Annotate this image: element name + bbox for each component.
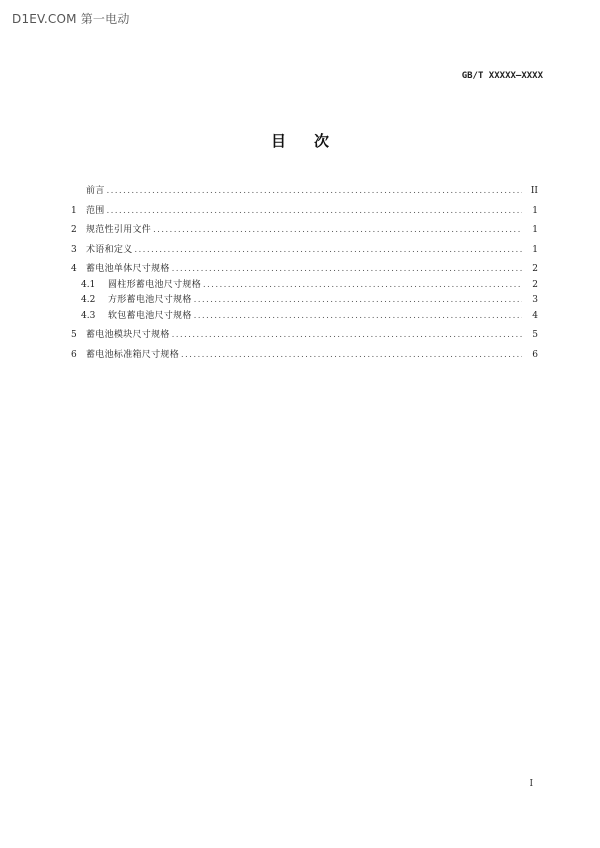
toc-entry-page: 4 (532, 310, 538, 321)
toc-entry-title: 规范性引用文件 (86, 225, 152, 235)
toc-entry-title: 术语和定义 (86, 244, 133, 255)
toc-title: 目次 (270, 132, 357, 150)
dot-leader (194, 308, 522, 324)
dot-leader (203, 277, 522, 293)
toc-entry-terms-definitions[interactable] (71, 240, 538, 260)
toc-entry-number: 4.1 (81, 279, 96, 290)
toc-entry-title: 前言 (86, 186, 105, 196)
dot-leader (107, 181, 522, 201)
toc-entry-page: 5 (532, 330, 538, 340)
toc-entry-number: 4.2 (81, 295, 96, 305)
toc-entry-module-dimensions[interactable] (71, 325, 538, 345)
toc-entry-number: 4 (71, 264, 77, 274)
dot-leader (135, 240, 522, 260)
dot-leader (107, 201, 522, 221)
watermark: D1EV.COM 第一电动 (12, 12, 130, 26)
toc-entry-page: 1 (532, 205, 538, 216)
toc-entry-foreword[interactable] (71, 181, 538, 201)
toc-entry-title: 圆柱形蓄电池尺寸规格 (108, 279, 202, 290)
toc-entry-number: 3 (71, 244, 77, 255)
dot-leader (181, 345, 522, 365)
toc-entry-page: 2 (532, 279, 538, 290)
toc-entry-title: 蓄电池模块尺寸规格 (86, 330, 170, 340)
dot-leader (153, 220, 522, 240)
toc-entry-number: 6 (71, 349, 77, 360)
toc-entry-page: 1 (532, 225, 538, 235)
toc-entry-number: 4.3 (81, 310, 96, 321)
toc-entry-pouch-cell[interactable] (71, 308, 538, 324)
toc-entry-title: 范围 (86, 205, 105, 216)
toc-entry-title: 蓄电池标准箱尺寸规格 (86, 349, 180, 360)
toc-entry-page: 6 (532, 349, 538, 360)
toc-entry-number: 2 (71, 225, 77, 235)
dot-leader (194, 292, 522, 308)
toc-entry-page: 2 (532, 264, 538, 274)
toc-entry-cylindrical-cell[interactable] (71, 277, 538, 293)
toc-entry-page: 1 (532, 244, 538, 255)
toc-entry-page: II (530, 186, 538, 196)
toc-entry-prismatic-cell[interactable] (71, 292, 538, 308)
toc-entry-page: 3 (532, 295, 538, 305)
toc-entry-standard-box-dimensions[interactable] (71, 345, 538, 365)
toc-entry-title: 方形蓄电池尺寸规格 (108, 295, 192, 305)
toc-entry-number: 5 (71, 330, 77, 340)
table-of-contents (71, 181, 538, 364)
toc-entry-number: 1 (71, 205, 77, 216)
standard-number: GB/T XXXXX—XXXX (461, 71, 543, 81)
toc-entry-normative-references[interactable] (71, 220, 538, 240)
page-number: I (529, 779, 533, 789)
toc-entry-title: 软包蓄电池尺寸规格 (108, 310, 192, 321)
dot-leader (172, 325, 522, 345)
toc-entry-scope[interactable] (71, 201, 538, 221)
toc-entry-title: 蓄电池单体尺寸规格 (86, 264, 170, 274)
